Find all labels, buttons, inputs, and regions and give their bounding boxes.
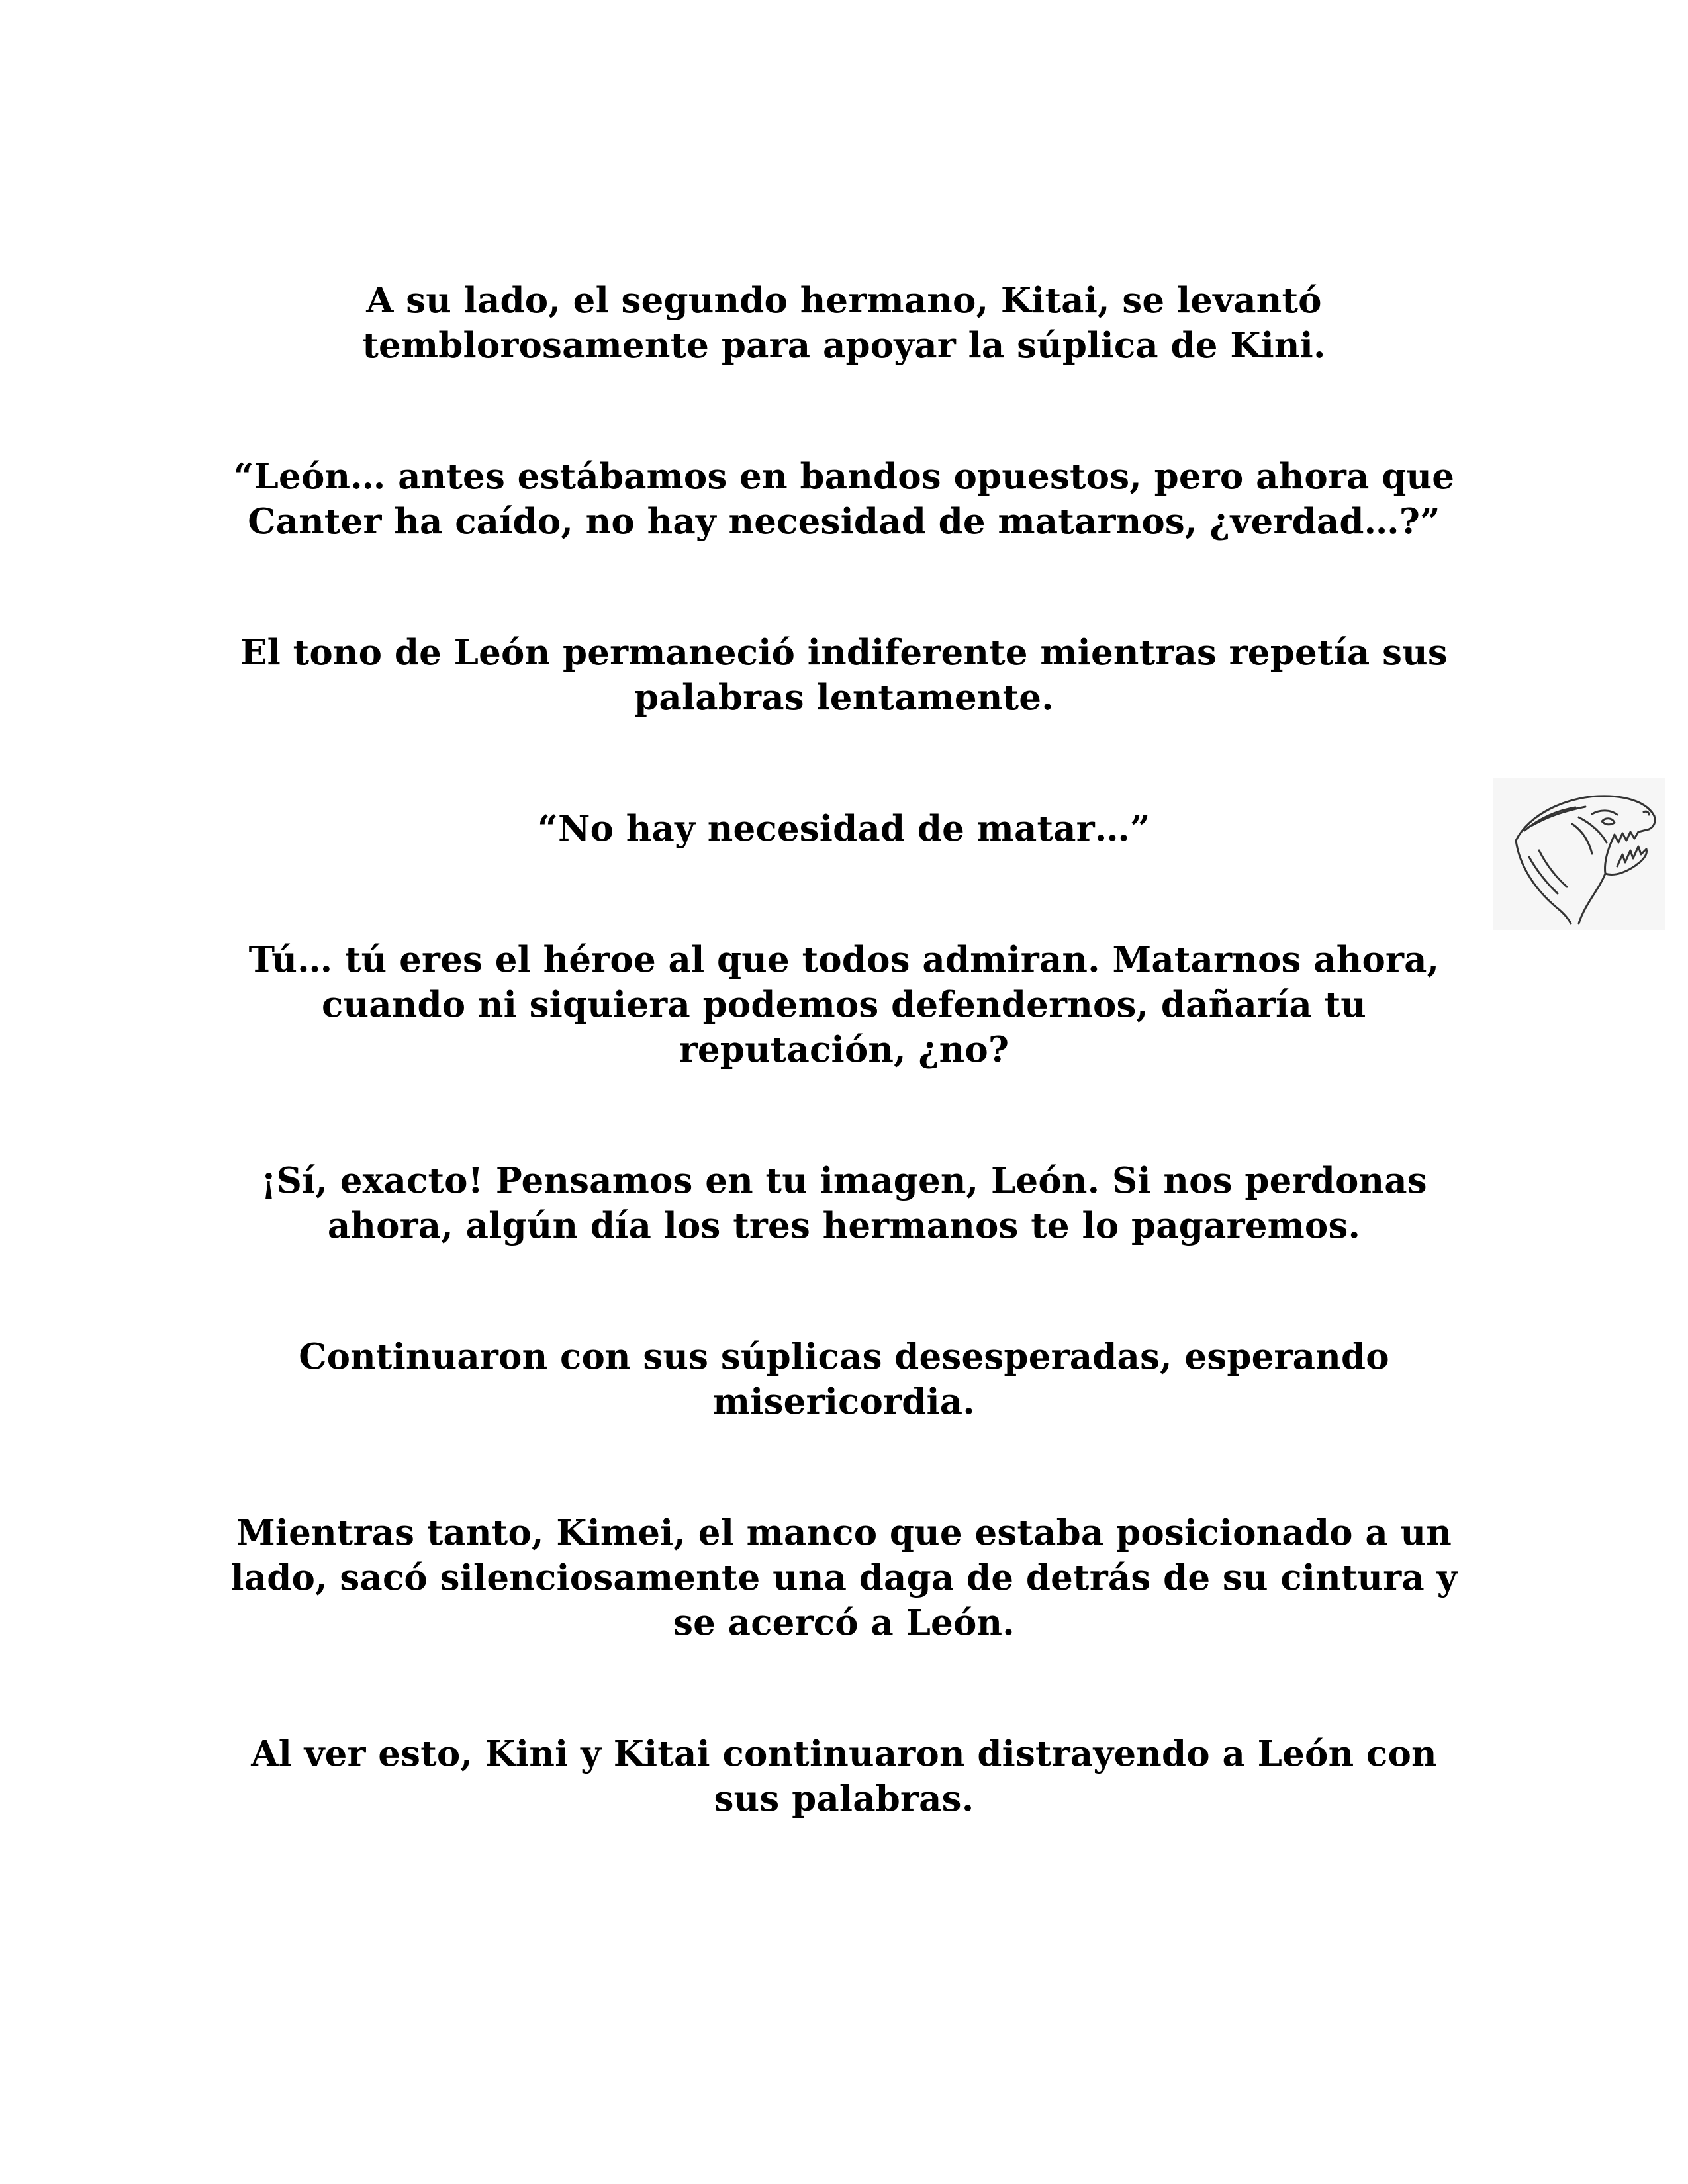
paragraph-7: Continuaron con sus súplicas desesperadas, esperando misericordia. (299, 1336, 1389, 1422)
text-column (218, 278, 1470, 1821)
dinosaur-head-sketch-icon (1493, 778, 1665, 930)
paragraph-9: Al ver esto, Kini y Kitai continuaron distrayendo a León con sus palabras. (251, 1733, 1437, 1819)
paragraph-5: Tú… tú eres el héroe al que todos admiran. Matarnos ahora, cuando ni siquiera podemos defendernos, dañaría tu reputación, ¿no? (248, 939, 1440, 1070)
paragraph-8: Mientras tanto, Kimei, el manco que estaba posicionado a un lado, sacó silenciosamente una daga de detrás de su cintura y se acercó a León. (230, 1512, 1458, 1643)
paragraph-gap (218, 1645, 1470, 1731)
paragraph-1: A su lado, el segundo hermano, Kitai, se levantó temblorosamente para apoyar la súplica de Kini. (362, 280, 1326, 366)
paragraph-gap (218, 720, 1470, 806)
paragraph-4: “No hay necesidad de matar…” (538, 808, 1150, 849)
paragraph-gap (218, 1248, 1470, 1334)
paragraph-2: “León… antes estábamos en bandos opuestos, pero ahora que Canter ha caído, no hay necesidad de matarnos, ¿verdad…?” (233, 456, 1455, 542)
paragraph-gap (218, 368, 1470, 454)
paragraph-gap (218, 544, 1470, 630)
paragraph-gap (218, 851, 1470, 937)
paragraph-6: ¡Sí, exacto! Pensamos en tu imagen, León. Si nos perdonas ahora, algún día los tres hermanos te lo pagaremos. (261, 1160, 1427, 1246)
paragraph-3: El tono de León permaneció indiferente mientras repetía sus palabras lentamente. (240, 632, 1448, 718)
paragraph-gap (218, 1072, 1470, 1158)
paragraph-gap (218, 1424, 1470, 1510)
